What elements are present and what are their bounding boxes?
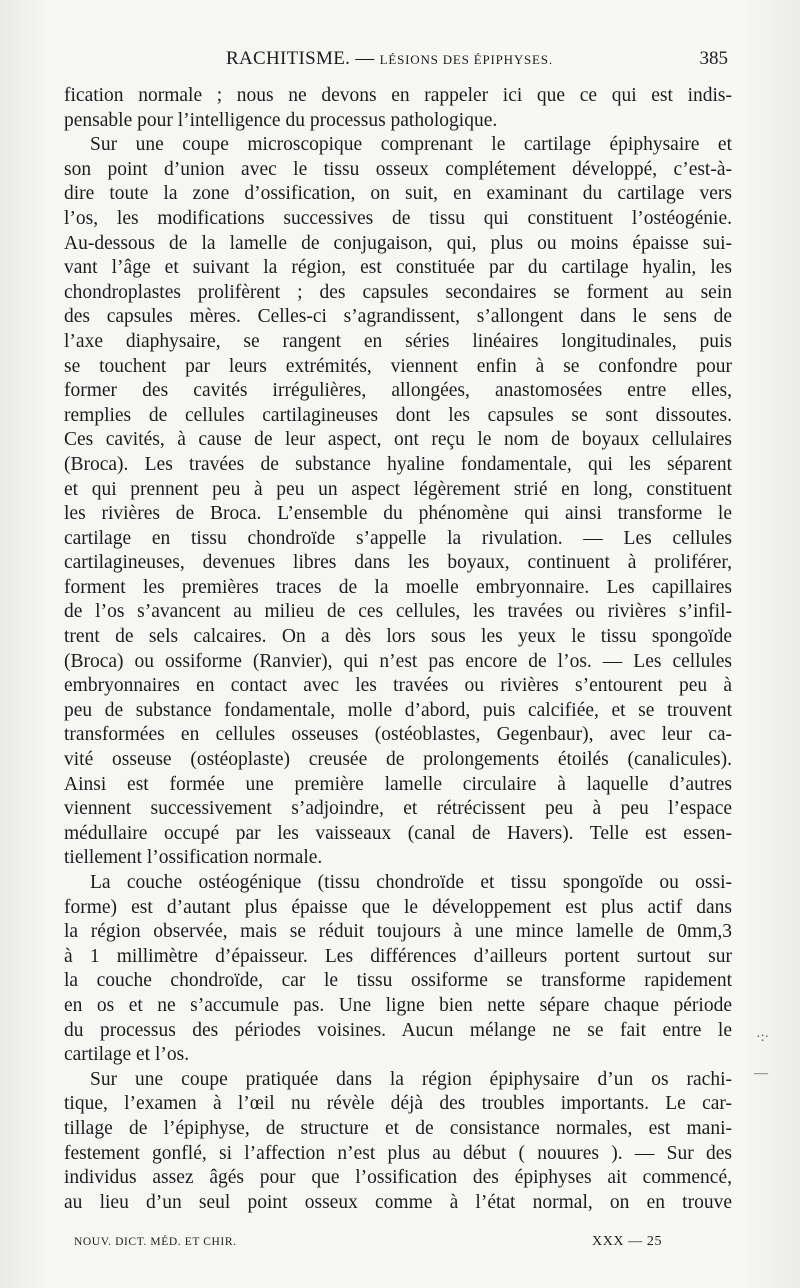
text-line: son point d’union avec le tissu osseux complétement développé, c’est-à- <box>64 158 732 180</box>
text-line: Ainsi est formée une première lamelle circulaire à laquelle d’autres <box>64 773 732 795</box>
margin-mark-icon: ·:· <box>756 1030 770 1045</box>
text-line: Au-dessous de la lamelle de conjugaison, qui, plus ou moins épaisse sui- <box>64 232 732 254</box>
text-line: dire toute la zone d’ossification, on suit, en examinant du cartilage vers <box>64 183 732 205</box>
page-number: 385 <box>699 48 728 69</box>
text-line: cartilagineuses, devenues libres dans les boyaux, continuent à proliférer, <box>64 552 732 574</box>
running-head-dash: — <box>355 48 375 69</box>
text-line: chondroplastes prolifèrent ; des capsules secondaires se forment au sein <box>64 281 732 303</box>
text-line: de l’os s’avancent au milieu de ces cellules, les travées ou rivières s’infil- <box>64 601 732 623</box>
text-line: Ces cavités, à cause de leur aspect, ont reçu le nom de boyaux cellulaires <box>64 429 732 451</box>
text-line: forme) est d’autant plus épaisse que le développement est plus actif dans <box>64 896 732 918</box>
text-line: festement gonflé, si l’affection n’est plus au début ( nouures ). — Sur des <box>64 1142 732 1164</box>
text-line: cartilage en tissu chondroïde s’appelle la rivulation. — Les cellules <box>64 527 732 549</box>
text-line: tique, l’examen à l’œil nu révèle déjà des troubles importants. Le car- <box>64 1093 732 1115</box>
running-head-subtitle: LÉSIONS DES ÉPIPHYSES. <box>379 52 553 67</box>
text-line: du processus des périodes voisines. Aucun mélange ne se fait entre le <box>64 1019 732 1041</box>
text-line: en os et ne s’accumule pas. Une ligne bien nette sépare chaque période <box>64 994 732 1016</box>
running-head-title: RACHITISME. <box>226 48 351 69</box>
text-line: viennent successivement s’adjoindre, et rétrécissent peu à peu l’espace <box>64 798 732 820</box>
text-line: la couche chondroïde, car le tissu ossiforme se transforme rapidement <box>64 970 732 992</box>
footer-signature: NOUV. DICT. MÉD. ET CHIR. <box>74 1236 237 1248</box>
text-line: médullaire occupé par les vaisseaux (canal de Havers). Telle est essen- <box>64 822 732 844</box>
text-line: transformées en cellules osseuses (ostéoblastes, Gegenbaur), avec leur ca- <box>64 724 732 746</box>
text-line: remplies de cellules cartilagineuses dont les capsules se sont dissoutes. <box>64 404 732 426</box>
text-line: se touchent par leurs extrémités, viennent enfin à se confondre pour <box>64 355 732 377</box>
text-line: les rivières de Broca. L’ensemble du phénomène qui ainsi transforme le <box>64 503 732 525</box>
text-line: Sur une coupe microscopique comprenant le cartilage épiphysaire et <box>90 134 732 156</box>
text-line: peu de substance fondamentale, molle d’abord, puis calcifiée, et se trouvent <box>64 699 732 721</box>
text-line: (Broca). Les travées de substance hyaline fondamentale, qui les séparent <box>64 453 732 475</box>
text-line: trent de sels calcaires. On a dès lors sous les yeux le tissu spongoïde <box>64 626 732 648</box>
text-line: embryonnaires en contact avec les travées ou rivières s’entourent peu à <box>64 675 732 697</box>
text-line: Sur une coupe pratiquée dans la région épiphysaire d’un os rachi- <box>90 1068 732 1090</box>
text-line: fication normale ; nous ne devons en rappeler ici que ce qui est indis- <box>64 85 732 106</box>
text-line: (Broca) ou ossiforme (Ranvier), qui n’est pas encore de l’os. — Les cellules <box>64 650 732 672</box>
running-head <box>226 48 553 70</box>
text-line: des capsules mères. Celles-ci s’agrandissent, s’allongent dans le sens de <box>64 306 732 328</box>
page-footer <box>0 1236 800 1256</box>
text-line: tillage de l’épiphyse, de structure et de consistance normales, est mani- <box>64 1117 732 1139</box>
text-line: individus assez âgés pour que l’ossification des épiphyses ait commencé, <box>64 1167 732 1189</box>
text-line: et qui prennent peu à peu un aspect légèrement strié en long, constituent <box>64 478 732 500</box>
text-line: forment les premières traces de la moelle embryonnaire. Les capillaires <box>64 576 732 598</box>
text-line: La couche ostéogénique (tissu chondroïde et tissu spongoïde ou ossi- <box>90 872 732 893</box>
text-line: l’os, les modifications successives de tissu qui constituent l’ostéogénie. <box>64 207 732 229</box>
text-line: au lieu d’un seul point osseux comme à l’état normal, on en trouve <box>64 1191 732 1213</box>
margin-dash-icon: — <box>754 1066 768 1081</box>
text-line: à 1 millimètre d’épaisseur. Les différences d’ailleurs portent surtout sur <box>64 945 732 967</box>
text-line: vant l’âge et suivant la région, est constituée par du cartilage hyalin, les <box>64 257 732 279</box>
text-line: cartilage et l’os. <box>64 1044 190 1066</box>
footer-sheet-number: XXX — 25 <box>592 1234 663 1249</box>
text-line: pensable pour l’intelligence du processus pathologique. <box>64 109 498 131</box>
text-line: l’axe diaphysaire, se rangent en séries linéaires longitudinales, puis <box>64 330 732 352</box>
text-line: tiellement l’ossification normale. <box>64 847 323 869</box>
text-line: la région observée, mais se réduit toujours à une mince lamelle de 0mm,3 <box>64 921 732 943</box>
text-line: vité osseuse (ostéoplaste) creusée de prolongements étoilés (canalicules). <box>64 749 732 771</box>
text-line: former des cavités irrégulières, allongées, anastomosées entre elles, <box>64 380 732 402</box>
page-header <box>0 46 800 76</box>
body-text <box>64 84 732 1215</box>
